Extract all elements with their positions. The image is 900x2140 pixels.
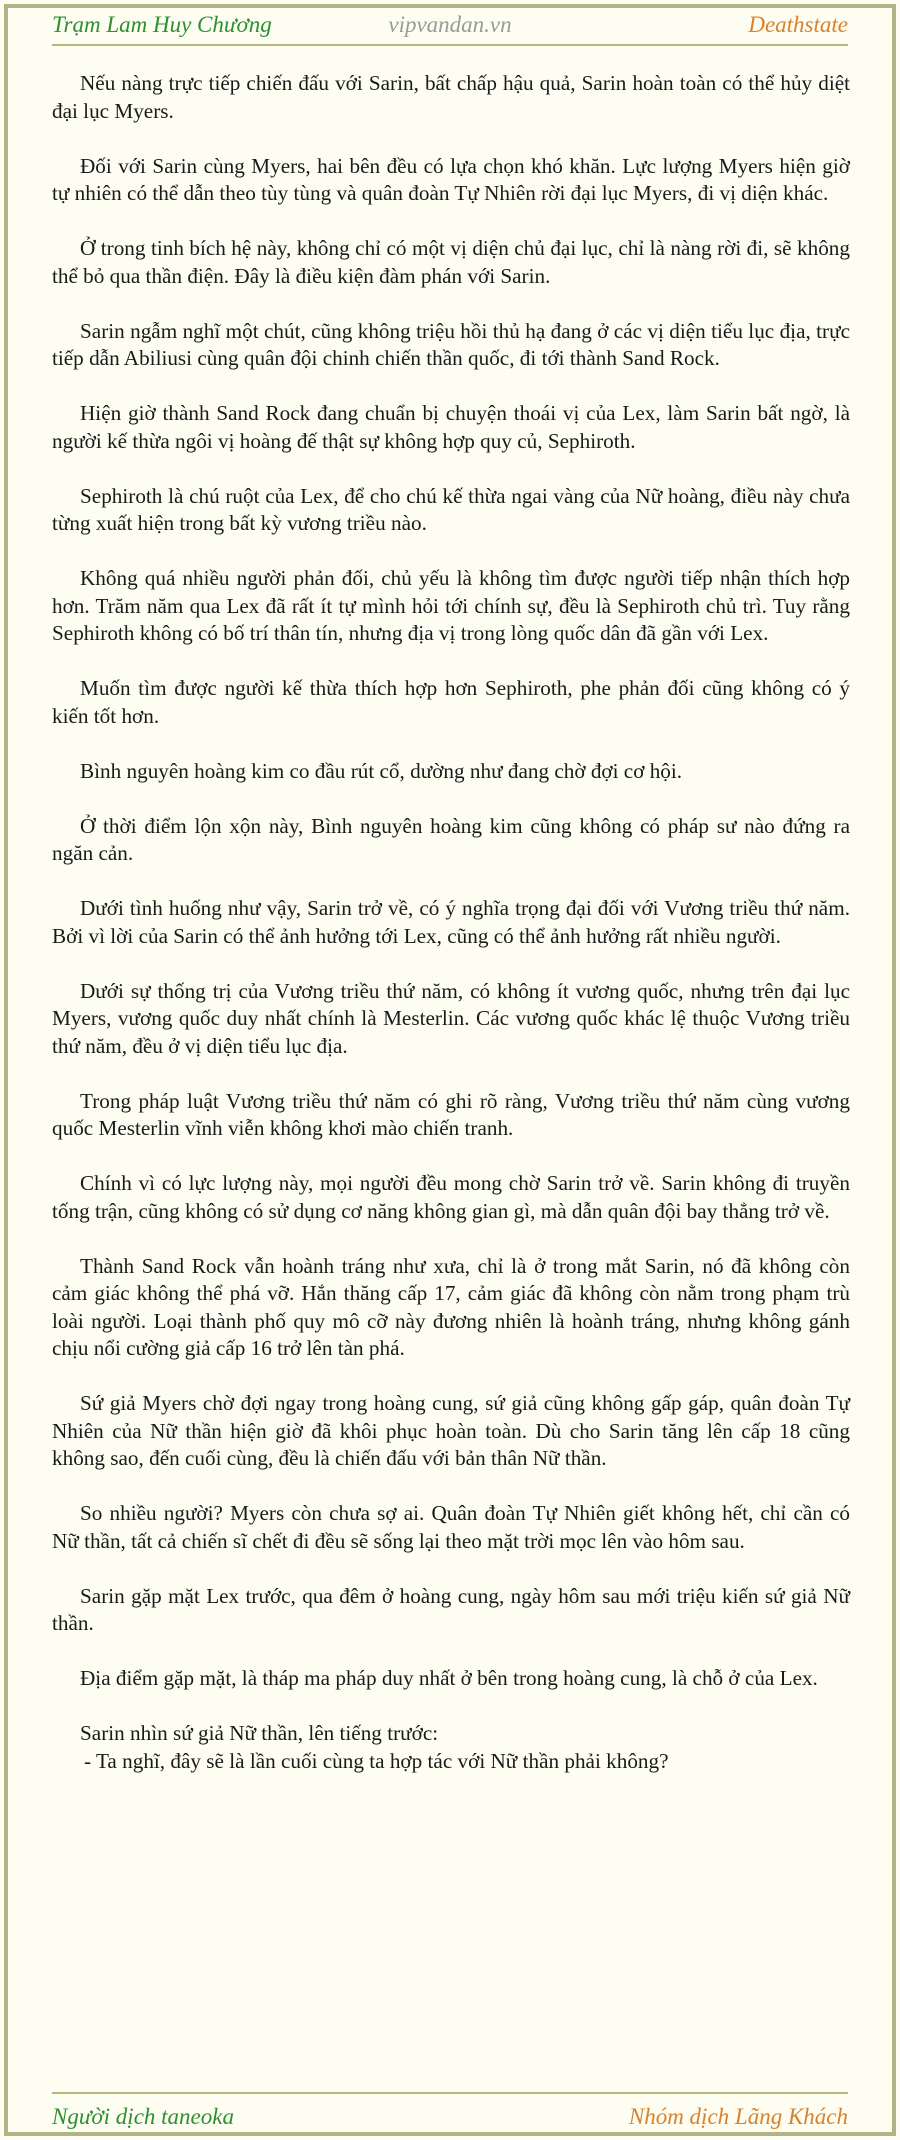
- paragraph: Sephiroth là chú ruột của Lex, để cho chú kế thừa ngai vàng của Nữ hoàng, điều này chưa từng xuất hiện trong bất kỳ vương triều nào.: [52, 483, 850, 535]
- chapter-content: [52, 70, 850, 1775]
- paragraph: Dưới tình huống như vậy, Sarin trở về, có ý nghĩa trọng đại đối với Vương triều thứ năm. Bởi vì lời của Sarin có thể ảnh hưởng tới Lex, cũng có thể ảnh hưởng rất nhiều người.: [52, 896, 850, 948]
- paragraph: So nhiều người? Myers còn chưa sợ ai. Quân đoàn Tự Nhiên giết không hết, chỉ cần có Nữ thần, tất cả chiến sĩ chết đi đều sẽ sống lại theo mặt trời mọc lên vào hôm sau.: [52, 1501, 850, 1553]
- header-translator-group: Trạm Lam Huy Chương: [52, 12, 272, 37]
- footer-group: Nhóm dịch Lãng Khách: [628, 2104, 848, 2129]
- paragraph: Sarin ngẫm nghĩ một chút, cũng không triệu hồi thủ hạ đang ở các vị diện tiểu lục địa, trực tiếp dẫn Abiliusi cùng quân đội chinh chiến thần quốc, đi tới thành Sand Rock.: [52, 318, 850, 370]
- page-footer: [52, 2092, 848, 2132]
- paragraph: Không quá nhiều người phản đối, chủ yếu là không tìm được người tiếp nhận thích hợp hơn. Trăm năm qua Lex đã rất ít tự mình hỏi tới chính sự, đều là Sephiroth chủ trì. Tuy rằng Sephiroth không có bố trí thân tín, nhưng địa vị trong lòng quốc dân đã gần với Lex.: [52, 566, 850, 645]
- paragraph: Trong pháp luật Vương triều thứ năm có ghi rõ ràng, Vương triều thứ năm cùng vương quốc Mesterlin vĩnh viễn không khơi mào chiến tranh.: [52, 1088, 850, 1140]
- paragraph: Sứ giả Myers chờ đợi ngay trong hoàng cung, sứ giả cũng không gấp gáp, quân đoàn Tự Nhiên của Nữ thần hiện giờ đã khôi phục hoàn toàn. Dù cho Sarin tăng lên cấp 18 cũng không sao, đến cuối cùng, đều là chiến đấu với bản thân Nữ thần.: [52, 1391, 850, 1470]
- paragraph: Sarin gặp mặt Lex trước, qua đêm ở hoàng cung, ngày hôm sau mới triệu kiến sứ giả Nữ thần.: [52, 1583, 850, 1635]
- paragraph: Địa điểm gặp mặt, là tháp ma pháp duy nhất ở bên trong hoàng cung, là chỗ ở của Lex.: [80, 1666, 818, 1690]
- paragraph: Ở thời điểm lộn xộn này, Bình nguyên hoàng kim cũng không có pháp sư nào đứng ra ngăn cản.: [52, 813, 850, 865]
- side-watermark: [6, 50, 40, 270]
- dialog-intro: Sarin nhìn sứ giả Nữ thần, lên tiếng trước:: [80, 1721, 439, 1745]
- header-site: vipvandan.vn: [388, 12, 512, 37]
- footer-translator: Người dịch taneoka: [52, 2104, 234, 2129]
- paragraph: Chính vì có lực lượng này, mọi người đều mong chờ Sarin trở về. Sarin không đi truyền tống trận, cũng không có sử dụng cơ năng không gian gì, mà dẫn quân đội bay thẳng trở về.: [52, 1171, 850, 1223]
- paragraph: Bình nguyên hoàng kim co đầu rút cổ, dường như đang chờ đợi cơ hội.: [80, 758, 683, 783]
- paragraph: Hiện giờ thành Sand Rock đang chuẩn bị chuyện thoái vị của Lex, làm Sarin bất ngờ, là người kế thừa ngôi vị hoàng đế thật sự không hợp quy củ, Sephiroth.: [52, 401, 850, 453]
- paragraph: Đối với Sarin cùng Myers, hai bên đều có lựa chọn khó khăn. Lực lượng Myers hiện giờ tự nhiên có thể dẫn theo tùy tùng và quân đoàn Tự Nhiên rời đại lục Myers, đi vị diện khác.: [52, 153, 850, 205]
- page-header: [52, 6, 848, 46]
- paragraph: Muốn tìm được người kế thừa thích hợp hơn Sephiroth, phe phản đối cũng không có ý kiến tốt hơn.: [52, 676, 850, 728]
- paragraph: Nếu nàng trực tiếp chiến đấu với Sarin, bất chấp hậu quả, Sarin hoàn toàn có thể hủy diệt đại lục Myers.: [52, 71, 850, 123]
- paragraph: Ở trong tinh bích hệ này, không chỉ có một vị diện chủ đại lục, chỉ là nàng rời đi, sẽ không thể bỏ qua thần điện. Đây là điều kiện đàm phán với Sarin.: [52, 236, 850, 288]
- dialog-line: - Ta nghĩ, đây sẽ là lần cuối cùng ta hợp tác với Nữ thần phải không?: [84, 1748, 669, 1773]
- paragraph: Thành Sand Rock vẫn hoành tráng như xưa, chỉ là ở trong mắt Sarin, nó đã không còn cảm giác không thể phá vỡ. Hắn thăng cấp 17, cảm giác đã không còn nằm trong phạm trù loài người. Loại thành phố quy mô cỡ này đương nhiên là hoành tráng, nhưng không gánh chịu nổi cường giả cấp 16 trở lên tàn phá.: [52, 1253, 850, 1360]
- header-book-title: Deathstate: [748, 12, 848, 37]
- paragraph: Dưới sự thống trị của Vương triều thứ năm, có không ít vương quốc, nhưng trên đại lục Myers, vương quốc duy nhất chính là Mesterlin. Các vương quốc khác lệ thuộc Vương triều thứ năm, đều ở vị diện tiểu lục địa.: [52, 978, 850, 1058]
